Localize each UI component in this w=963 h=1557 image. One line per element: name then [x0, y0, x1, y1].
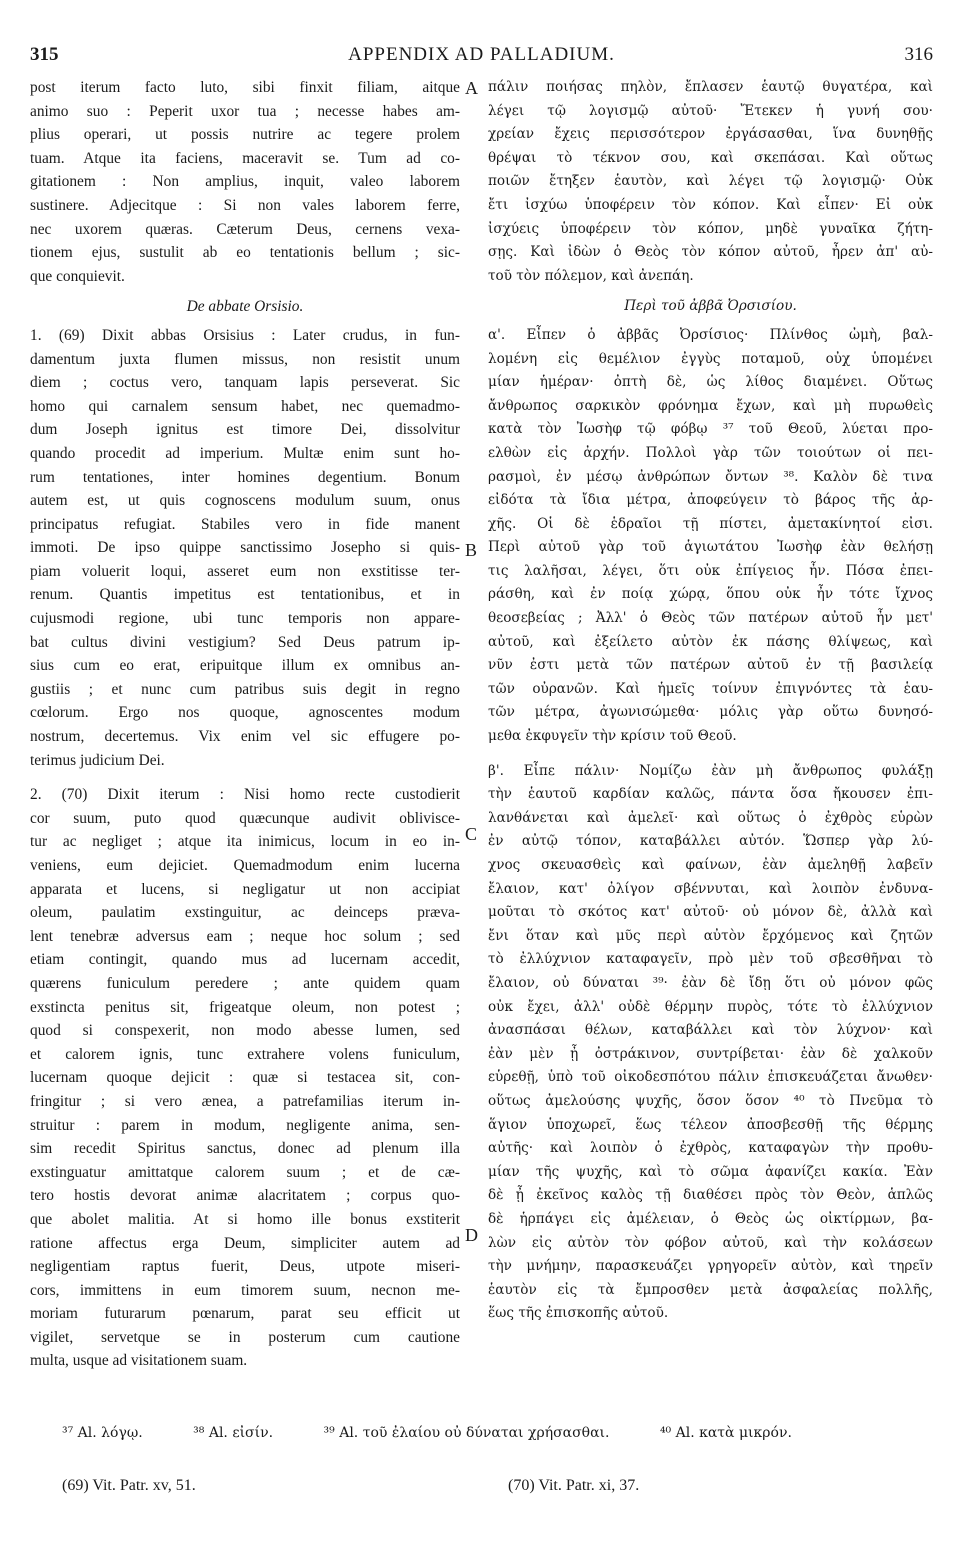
text-line: lent tenebræ adversus eam ; neque hoc solum ; sed — [30, 927, 460, 945]
text-line: σῃς. Καὶ ἰδὼν ὁ Θεὸς τὸν κόπον αὐτοῦ, ἦρεν ἀπ' αὐ- — [488, 244, 933, 261]
text-line: cors, immittens in eum timorem suum, necnon me- — [30, 1281, 460, 1299]
text-line: β'. Εἶπε πάλιν· Νομίζω ἐὰν μὴ ἄνθρωπος φυλάξῃ — [488, 762, 933, 779]
greek-paragraph-2 — [488, 760, 933, 1326]
text-line: λομένη εἰς θεμέλιον ἐγγὺς ποταμοῦ, οὐχ ὑπομένει — [488, 350, 933, 367]
text-line: multa, usque ad visitationem suam. — [30, 1352, 248, 1370]
text-line: α'. Εἶπεν ὁ ἀββᾶς Ὀρσίσιος· Πλίνθος ὠμὴ, βαλ- — [488, 326, 933, 343]
text-line: dum Joseph ignitus est timore Dei, dissolvitur — [30, 421, 460, 439]
text-line: ἅγιον ὑποχωρεῖ, ἕως τέλεον ἀποσβεσθῇ τῆς θέρμης — [488, 1116, 933, 1133]
text-line: αὐτοῦ, καὶ ἐξείλετο αὐτὸν ἐκ πάσης θλίψεως, καὶ — [488, 633, 933, 650]
text-line: sustinere. Adjecitque : Si non vales laborem ferre, — [30, 196, 460, 214]
text-line: homo qui carnalem sensum habet, nec quemadmo- — [30, 397, 460, 415]
text-line: οὕτως ἀμελούσης ψυχῆς, ὅσον ὅσον ⁴⁰ τὸ Πνεῦμα τὸ — [488, 1092, 933, 1109]
text-line: ελθὼν εἰς ἀρχήν. Πολλοὶ γὰρ τῶν τοιούτων οἱ πει- — [488, 444, 933, 461]
text-line: μεθα ἐκφυγεῖν τὴν κρίσιν τοῦ Θεοῦ. — [488, 728, 737, 745]
text-line: nec uxorem quæras. Cæterum Deus, cernens vexa- — [30, 220, 460, 238]
text-line: οὐκ ἔχει, ἀλλ' οὐδὲ θέρμην πυρὸς, τότε τὸ ἐλλύχνιον — [488, 998, 933, 1015]
text-line: struitur : parem in modum, negligente anima, sen- — [30, 1116, 460, 1134]
margin-marker-b: B — [465, 540, 478, 560]
text-line: ἰσχύεις ὑποφέρειν τὸν κόπον, μηδὲ γυναῖκα ζήτη- — [488, 220, 933, 237]
text-line: que abolet malitia. At si homo ille bonus exstiterit — [30, 1210, 460, 1228]
text-line: ἐν αὐτῷ τόπον, καταβάλλει αὐτόν. Ὥσπερ γὰρ λύ- — [488, 833, 933, 850]
text-line: tionem ejus, sustulit ab eo tentationis bellum ; sic- — [30, 244, 460, 262]
text-line: θεοσεβείας ; Ἀλλ' ὁ Θεὸς τῶν πατέρων αὐτοῦ ἦν μετ' — [488, 610, 933, 627]
text-line: tuam. Atque ita faciens, maceravit se. Tum ad co- — [30, 149, 460, 167]
text-line: ἑαυτὸν εἰς τὰ ἔμπροσθεν μετὰ ἀσφαλείας πολλῆς, — [488, 1281, 933, 1298]
text-line: ἕως τῆς ἐπισκοπῆς αὐτοῦ. — [488, 1305, 669, 1322]
text-line: αὐτῆς· καὶ λοιπὸν ὁ ἐχθρὸς, καταφαγὼν τὴν προθυ- — [488, 1140, 933, 1157]
page-number-left: 315 — [30, 44, 59, 65]
text-line: εὑρεθῇ, ὑπὸ τοῦ οἰκοδεσπότου πάλιν ἐπισκευάζεται ἄνωθεν· — [488, 1069, 933, 1086]
text-line: ἔλαιον, κατ' ὀλίγον σβέννυται, καὶ λοιπὸν ἐνδυνα- — [488, 880, 933, 897]
text-line: tero hostis devorat animæ alacritatem ; corpus quo- — [30, 1187, 460, 1205]
text-line: principatus refugiat. Stabiles vero in fide manent — [30, 515, 460, 533]
text-line: veniens, eum dejiciet. Quemadmodum enim lucerna — [30, 857, 460, 874]
text-line: ἀνασπάσαι θέλων, καταβάλλει καὶ τὸν λύχνον· καὶ — [488, 1022, 933, 1039]
source-reference-70: (70) Vit. Patr. xi, 37. — [508, 1477, 640, 1494]
text-line: λανθάνεται καὶ ἀμελεῖ· καὶ οὕτως ὁ ἐχθρὸς εὑρὼν — [488, 809, 933, 826]
text-line: cœlorum. Ergo nos quoque, agnoscentes modum — [30, 704, 460, 722]
text-line: τὸ ἐλλύχνιον καταφαγεῖν, πρὸ μὲν τοῦ σβεσθῆναι τὸ — [488, 951, 933, 968]
footnote-37: ³⁷ Al. λόγῳ. — [62, 1425, 143, 1441]
text-line: νῦν ἐστι μετὰ τῶν πατέρων αὐτοῦ ἐν τῇ βασιλείᾳ — [488, 657, 933, 674]
latin-column — [30, 76, 460, 1373]
text-line: ratione affectus erga Deum, simpliciter autem ad — [30, 1234, 460, 1252]
greek-opening-passage — [488, 76, 933, 288]
text-line: λέγει τῷ λογισμῷ αὐτοῦ· Ἔτεκεν ἡ γυνή σου· — [488, 102, 933, 119]
text-line: τὴν μνήμην, παρασκευάζει γρηγορεῖν αὐτὸν, καὶ τηρεῖν — [488, 1258, 933, 1275]
text-line: χῆς. Οἱ δὲ ἑδραῖοι τῇ πίστει, ἀμετακίνητοί εἰσι. — [488, 515, 933, 532]
greek-section-heading: Περὶ τοῦ ἀββᾶ Ὀρσισίου. — [624, 298, 797, 315]
text-line: θρέψαι τὸ τέκνον σου, καὶ σκεπάσαι. Καὶ οὕτως — [488, 149, 933, 166]
text-line: exstincta penitus sit, frigeatque oleum, non potest ; — [30, 998, 460, 1016]
text-line: autem est, ut quis cognoscens modulum suum, onus — [30, 492, 460, 510]
footnote-38: ³⁸ Al. εἰσίν. — [193, 1425, 274, 1441]
text-line: terimus judicium Dei. — [30, 751, 165, 769]
source-reference-69: (69) Vit. Patr. xv, 51. — [62, 1477, 196, 1494]
running-title: APPENDIX AD PALLADIUM. — [348, 44, 615, 65]
footnote-39: ³⁹ Al. τοῦ ἐλαίου οὐ δύναται χρήσασθαι. — [323, 1425, 610, 1441]
text-line: λὼν εἰς αὐτὸν τὸν φόβον αὐτοῦ, καὶ τὴν κολάσεων — [488, 1234, 933, 1251]
latin-opening-passage — [30, 76, 460, 288]
text-line: δὲ ἡρπάγει εἰς ἀμέλειαν, ὁ Θεὸς ὡς οἰκτίρμων, βα- — [488, 1210, 933, 1227]
text-line: quod si conspexerit, non modo abesse lumen, sed — [30, 1022, 460, 1040]
page-header — [30, 44, 933, 70]
text-line: ἔτι ἰσχύω ὑποφέρειν τὸν κόπον. Καὶ εἶπεν· Εἰ οὐκ — [488, 196, 933, 213]
text-line: sim recedit Spiritus sanctus, donec ad plenum illa — [30, 1140, 460, 1158]
text-line: τις λαλῆσαι, λέγει, ὅτι οὐκ ἐπίγειος ἦν. Πόσα ἐπει- — [488, 562, 933, 579]
margin-marker-a: A — [465, 78, 478, 98]
text-line: ἔνι ὅταν καὶ μῦς περὶ αὐτὸν ἔρχόμενος καὶ ζητῶν — [488, 927, 933, 944]
text-line: fringitur ; si vero ænea, a patrefamilias iterum in- — [30, 1092, 460, 1110]
text-line: tur ac negliget ; atque ita inimicus, locum in eo in- — [30, 833, 460, 851]
text-line: oleum, paulatim exstinguitur, ac deinceps præva- — [30, 904, 460, 922]
text-line: μίαν τῆς ψυχῆς, καὶ τὸ σῶμα ἀφανίζει κακία. Ἐὰν — [488, 1163, 933, 1180]
text-line: sius cum eo erat, eripuitque illum ex omnibus an- — [30, 657, 460, 675]
text-line: ποιῶν ἔτηξεν ἑαυτὸν, καὶ λέγει τῷ λογισμῷ· Οὐκ — [488, 173, 933, 190]
text-line: apparata et lucens, si negligatur ut non accipiat — [30, 880, 460, 898]
text-line: quærens funiculum peredere ; ante quidem quam — [30, 974, 460, 992]
text-line: et calorem ignis, tunc extrahere volens funiculum, — [30, 1045, 460, 1063]
latin-paragraph-1 — [30, 324, 460, 772]
margin-marker-d: D — [465, 1225, 478, 1245]
text-line: ἄνθρωπος σαρκικὸν φρόνημα ἔχων, καὶ μὴ πυρωθεὶς — [488, 397, 933, 414]
text-line: ράσθη, καὶ ἐν ποίᾳ χώρᾳ, ὅπου οὐκ ἦν τότε ἴχνος — [488, 586, 933, 603]
text-line: εἰδότα τὰ ἴδια μέτρα, ἀποφεύγειν τὸ βάρος τῆς ἀρ- — [488, 492, 933, 509]
text-line: nostrum, decertemus. Vix enim vel sic effugere po- — [30, 728, 460, 746]
text-line: ἔλαιον, οὐ δύναται ³⁹· ἐὰν δὲ ἴδῃ ὅτι οὐ μόνον φῶς — [488, 974, 933, 991]
text-line: etiam contingit, quando mus ad lucernam accedit, — [30, 951, 460, 969]
text-line: exstinguatur amittatque calorem suum ; et de cæ- — [30, 1163, 460, 1181]
latin-paragraph-2 — [30, 783, 460, 1373]
footnotes — [62, 1425, 933, 1441]
text-line: 2. (70) Dixit iterum : Nisi homo recte custodierit — [30, 786, 460, 804]
text-line: τὴν ἑαυτοῦ καρδίαν καλῶς, πάντα ὅσα ἤκουσεν ἐπι- — [488, 786, 933, 803]
text-line: Περὶ αὐτοῦ γὰρ τοῦ ἁγιωτάτου Ἰωσὴφ ἐὰν θελήσῃ — [488, 539, 933, 556]
text-line: post iterum facto luto, sibi finxit filiam, aitque — [30, 79, 460, 96]
text-line: τοῦ τὸν πόλεμον, καὶ ἀνεπάη. — [488, 267, 694, 284]
margin-marker-c: C — [465, 824, 478, 844]
text-line: τῶν μέτρα, ἀγωνισώμεθα· μόλις γὰρ οὕτω δυνησό- — [488, 704, 933, 721]
text-line: gustiis ; et nunc cum patribus suis degit in regno — [30, 680, 460, 698]
footnote-40: ⁴⁰ Al. κατὰ μικρόν. — [659, 1425, 792, 1441]
text-line: cujusmodi regione, ubi tunc temporis non appare- — [30, 610, 460, 628]
text-line: cor suum, puto quod quæcunque audivit oblivisce- — [30, 809, 460, 827]
text-line: negligentiam raptus fuerit, Deus, utpote miseri- — [30, 1258, 460, 1276]
text-line: animo suo : Peperit uxor tua ; necesse habes am- — [30, 102, 460, 120]
text-line: piam voluerit loqui, asseret eum non exstitisse ter- — [30, 562, 460, 580]
text-line: ἐὰν μὲν ᾖ ὀστράκινον, συντρίβεται· ἐὰν δὲ χαλκοῦν — [488, 1045, 933, 1062]
text-line: πάλιν ποιήσας πηλὸν, ἔπλασεν ἑαυτῷ θυγατέρα, καὶ — [488, 79, 933, 95]
text-line: μίαν ἡμέραν· ὀπτὴ δὲ, ὡς λίθος διαμένει. Οὕτως — [488, 374, 933, 391]
text-line: 1. (69) Dixit abbas Orsisius : Later crudus, in fun- — [30, 326, 460, 344]
text-line: δὲ ᾖ ἐκεῖνος καλὸς τῇ διαθέσει πρὸς τὸν Θεὸν, ἁπλῶς — [488, 1187, 933, 1204]
text-line: bat cultus divini vestigium? Sed Deus patrum ip- — [30, 633, 460, 651]
text-line: τῶν οὐρανῶν. Καὶ ἡμεῖς τοίνυν ἐπιγνόντες τὰ ἑαυ- — [488, 680, 933, 697]
text-line: lucernam quoque dejicit : quæ si testacea sit, con- — [30, 1069, 460, 1087]
greek-column — [488, 76, 933, 1326]
text-line: vigilet, servetque se in posterum cum cautione — [30, 1328, 460, 1346]
text-line: renum. Quantis impetitus est tentationibus, et in — [30, 586, 460, 604]
text-line: moriam futurarum pœnarum, parat seu efficit ut — [30, 1305, 460, 1323]
text-line: χνος σκευασθεὶς καὶ φαίνων, ἐὰν ἀμεληθῇ λαβεῖν — [488, 857, 933, 873]
text-line: quando procedit ad imperium. Multæ enim sunt ho- — [30, 444, 460, 462]
text-line: rum tentationes, inter homines degentium. Bonum — [30, 468, 460, 486]
latin-section-heading: De abbate Orsisio. — [186, 298, 304, 316]
text-line: χρείαν ἔχεις περισσότερον ἐργάσασθαι, ἵνα δυνηθῇς — [488, 126, 933, 143]
text-line: ρασμοὶ, ἐν μέσῳ ἀνθρώπων ὄντων ³⁸. Καλὸν δὲ τινα — [488, 468, 933, 485]
page-number-right: 316 — [904, 44, 933, 65]
text-line: κατὰ τὸν Ἰωσὴφ τῷ φόβῳ ³⁷ τοῦ Θεοῦ, λύεται προ- — [488, 421, 933, 438]
text-line: que conquievit. — [30, 267, 125, 285]
text-line: μοῦται τὸ σκότος κατ' αὐτοῦ· οὐ μόνον δὲ, ἀλλὰ καὶ — [488, 904, 933, 921]
text-line: plius operari, ut possis nutrire ac tegere prolem — [30, 126, 460, 144]
text-line: gitationem : Non amplius, inquit, valeo laborem — [30, 173, 460, 191]
text-line: diem ; coctus vero, tanquam lapis perseverat. Sic — [30, 374, 460, 392]
text-line: immoti. De ipso quippe sanctissimo Josepho si quis- — [30, 539, 460, 557]
greek-paragraph-1 — [488, 324, 933, 749]
text-line: damentum juxta flumen missus, non resistit unum — [30, 350, 460, 368]
